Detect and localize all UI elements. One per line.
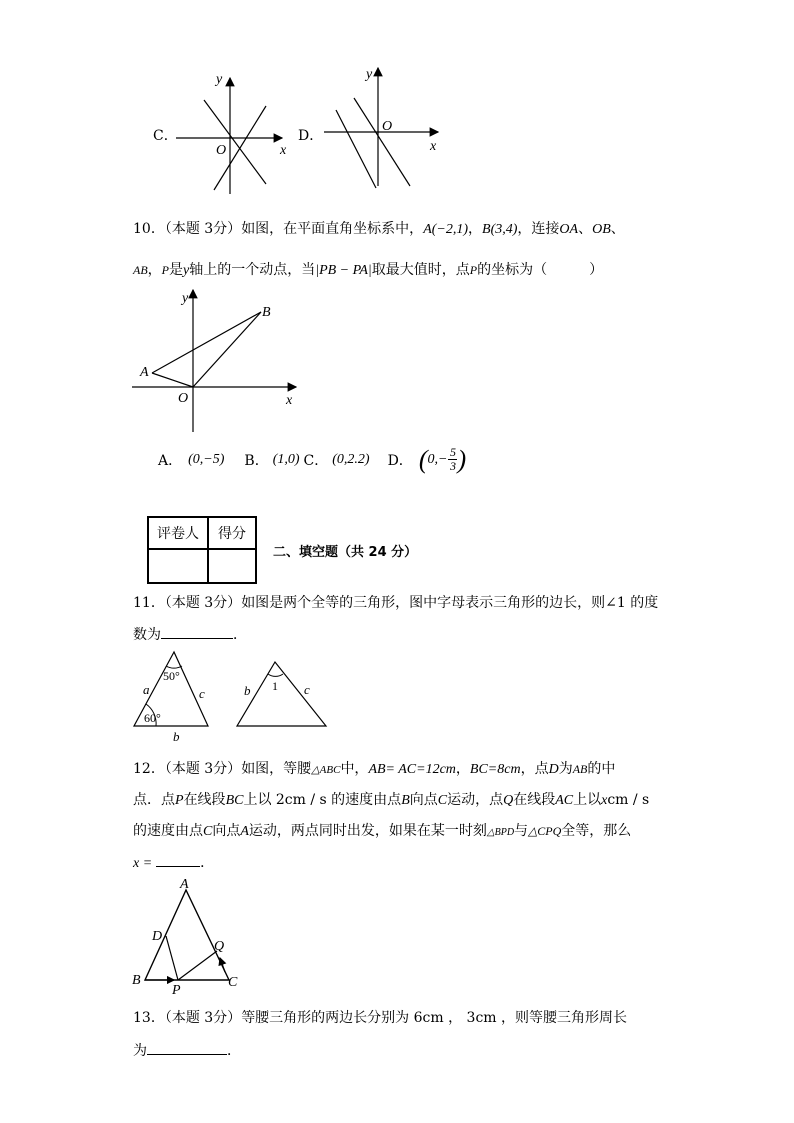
option-d-label: D． [298, 128, 324, 144]
q10-line2: AB，P是y轴上的一个动点，当|PB − PA|取最大值时，点P的坐标为（ ） [133, 262, 604, 278]
option-c-label: C． [153, 128, 178, 144]
q10-options: A． (0,−5) B． (1,0) C． (0,2.2) D． ( 0,− 5 3 ) [158, 444, 467, 474]
side-b: b [173, 729, 180, 744]
q9-option-c-graph [170, 68, 290, 200]
option-c: C． [303, 452, 329, 469]
axis-y-label: y [216, 72, 223, 87]
side-a: a [143, 682, 150, 697]
score-header: 得分 [208, 517, 256, 549]
q12-line1: 12．（本题 3分）如图，等腰△ABC中，AB= AC=12cm，BC=8cm，点D为AB的中 [133, 761, 616, 777]
axis-y-label: y [366, 67, 373, 82]
origin-label: O [178, 391, 189, 406]
score-cell[interactable] [208, 549, 256, 583]
option-d: D． [387, 452, 413, 469]
t2-side-b: b [244, 683, 251, 698]
t2-side-c: c [304, 682, 310, 697]
q10-figure [130, 286, 310, 436]
reviewer-cell[interactable] [148, 549, 208, 583]
q13-line1: 13．（本题 3分）等腰三角形的两边长分别为 6cm ， 3cm ，则等腰三角形周长 [133, 1010, 628, 1026]
q11-figure [128, 648, 338, 744]
angle-1: 1 [272, 679, 278, 693]
q11-line1: 11．（本题 3分）如图是两个全等的三角形，图中字母表示三角形的边长，则∠1 的度 [133, 595, 659, 611]
axis-x-label: x [430, 139, 437, 154]
pt-p: P [172, 983, 181, 998]
axis-x-label: x [286, 393, 293, 408]
side-c: c [199, 686, 205, 701]
fraction: 5 3 [449, 445, 456, 473]
answer-blank[interactable] [147, 1040, 227, 1055]
q10-line1: 10．（本题 3分）如图，在平面直角坐标系中，A(−2,1)，B(3,4)，连接OA、OB、 [133, 221, 625, 237]
angle-60: 60° [144, 711, 161, 725]
paren-close: ) [457, 444, 467, 474]
pt-q: Q [214, 939, 225, 954]
q12-figure [128, 876, 248, 998]
angle-50: 50° [163, 669, 180, 683]
origin-label: O [216, 143, 227, 158]
q12-line4: x = ． [133, 852, 214, 872]
option-a: A． [158, 452, 183, 469]
section-title: 二、填空题（共 24 分） [273, 545, 418, 560]
score-table [147, 516, 257, 584]
pt-a: A [180, 877, 189, 892]
q13-line2: 为 ． [133, 1040, 241, 1060]
point-b-label: B [262, 305, 271, 320]
point-a-label: A [140, 365, 149, 380]
option-b: B． [244, 452, 269, 469]
axis-y-label: y [182, 291, 189, 306]
origin-label: O [382, 119, 393, 134]
q12-line3: 的速度由点C向点A运动，两点同时出发，如果在某一时刻△BPD与△CPQ全等，那么 [133, 823, 632, 839]
pt-b: B [132, 973, 141, 988]
q9-option-d-graph [318, 62, 446, 196]
pt-d: D [152, 929, 163, 944]
paren-open: ( [418, 444, 428, 474]
axis-x-label: x [280, 143, 287, 158]
answer-blank[interactable] [161, 624, 233, 639]
answer-blank[interactable] [156, 852, 200, 867]
reviewer-header: 评卷人 [148, 517, 208, 549]
q11-line2: 数为 ． [133, 624, 247, 644]
pt-c: C [228, 975, 238, 990]
q12-line2: 点．点P在线段BC上以 2cm / s 的速度由点B向点C运动，点Q在线段AC上以xcm / s [133, 792, 650, 808]
